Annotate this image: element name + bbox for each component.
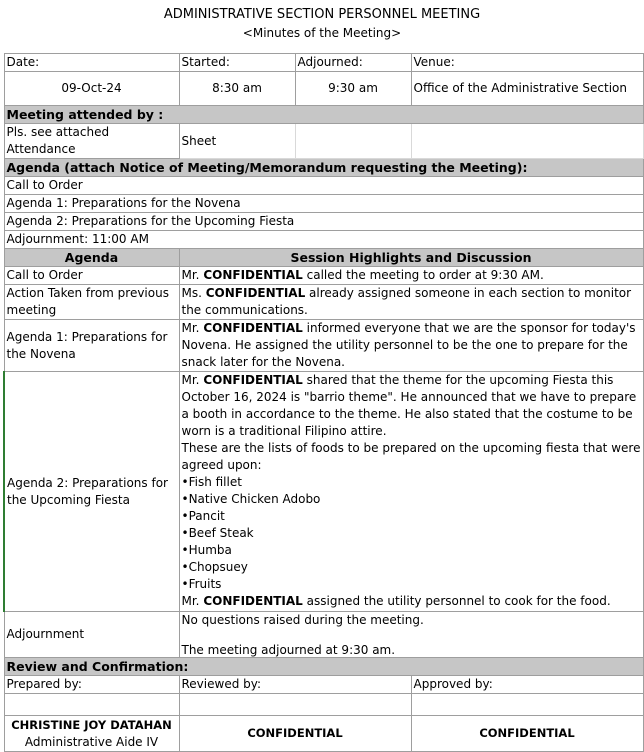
row-agenda: Agenda 2: Preparations for the Upcoming Fiesta bbox=[4, 372, 179, 612]
discussion-row bbox=[4, 267, 643, 285]
redacted-name: CONFIDENTIAL bbox=[203, 321, 303, 335]
agenda-list-item: Call to Order bbox=[4, 177, 643, 195]
attended-text: Pls. see attached Attendance bbox=[4, 124, 179, 159]
started-value: 8:30 am bbox=[179, 72, 295, 106]
adjourned-label: Adjourned: bbox=[295, 54, 411, 72]
prepared-position: Administrative Aide IV bbox=[24, 734, 159, 749]
redacted-name: CONFIDENTIAL bbox=[203, 594, 303, 608]
review-heading: Review and Confirmation: bbox=[4, 658, 643, 676]
meta-label-row bbox=[4, 54, 643, 72]
redacted-name: CONFIDENTIAL bbox=[205, 286, 306, 300]
row-highlights: Mr. CONFIDENTIAL informed everyone that we are the sponsor for today's Novena. He assigned the utility personnel to be the one to prepare for the snack later for the Novena. bbox=[179, 320, 643, 372]
attended-text-cont: Sheet bbox=[179, 124, 295, 159]
venue-value: Office of the Administrative Section bbox=[411, 72, 643, 106]
minutes-table bbox=[3, 53, 644, 752]
attended-heading: Meeting attended by : bbox=[4, 106, 643, 124]
row-highlights: No questions raised during the meeting. The meeting adjourned at 9:30 am. bbox=[179, 612, 643, 658]
agenda-list-item: Agenda 2: Preparations for the Upcoming Fiesta bbox=[4, 213, 643, 231]
row-highlights: Ms. CONFIDENTIAL already assigned someone in each section to monitor the communications. bbox=[179, 285, 643, 320]
document-subtitle: <Minutes of the Meeting> bbox=[242, 26, 402, 40]
agenda-list-item: Adjournment: 11:00 AM bbox=[4, 231, 643, 249]
food-item: •Chopsuey bbox=[181, 560, 248, 574]
started-label: Started: bbox=[179, 54, 295, 72]
prepared-by bbox=[4, 716, 179, 752]
food-item: •Fruits bbox=[181, 577, 222, 591]
empty-cell bbox=[411, 124, 643, 159]
document-title: ADMINISTRATIVE SECTION PERSONNEL MEETING bbox=[163, 7, 481, 22]
prepared-name: CHRISTINE JOY DATAHAN bbox=[11, 717, 172, 732]
signature-space bbox=[179, 694, 411, 716]
agenda-column-header: Agenda bbox=[4, 249, 179, 267]
approved-label: Approved by: bbox=[411, 676, 643, 694]
row-highlights: Mr. CONFIDENTIAL called the meeting to order at 9:30 AM. bbox=[179, 267, 643, 285]
highlights-column-header: Session Highlights and Discussion bbox=[179, 249, 643, 267]
row-agenda: Adjournment bbox=[4, 612, 179, 658]
prepared-label: Prepared by: bbox=[4, 676, 179, 694]
food-item: •Pancit bbox=[181, 509, 225, 523]
agenda-list-item: Agenda 1: Preparations for the Novena bbox=[4, 195, 643, 213]
date-value: 09-Oct-24 bbox=[4, 72, 179, 106]
adjourned-value: 9:30 am bbox=[295, 72, 411, 106]
food-item: •Humba bbox=[181, 543, 232, 557]
discussion-row bbox=[4, 285, 643, 320]
reviewed-label: Reviewed by: bbox=[179, 676, 411, 694]
date-label: Date: bbox=[4, 54, 179, 72]
venue-label: Venue: bbox=[411, 54, 643, 72]
discussion-row bbox=[4, 612, 643, 658]
discussion-row bbox=[4, 372, 643, 612]
food-item: •Fish fillet bbox=[181, 475, 242, 489]
food-item: •Native Chicken Adobo bbox=[181, 492, 321, 506]
agenda-list-heading: Agenda (attach Notice of Meeting/Memorandum requesting the Meeting): bbox=[4, 159, 643, 177]
row-agenda: Call to Order bbox=[4, 267, 179, 285]
meta-value-row bbox=[4, 72, 643, 106]
empty-cell bbox=[295, 124, 411, 159]
redacted-name: CONFIDENTIAL bbox=[203, 373, 303, 387]
row-agenda: Agenda 1: Preparations for the Novena bbox=[4, 320, 179, 372]
row-agenda: Action Taken from previous meeting bbox=[4, 285, 179, 320]
foods-intro: These are the lists of foods to be prepared on the upcoming fiesta that were agreed upon: bbox=[181, 441, 641, 472]
food-item: •Beef Steak bbox=[181, 526, 254, 540]
signature-space bbox=[411, 694, 643, 716]
reviewed-name: CONFIDENTIAL bbox=[179, 716, 411, 752]
discussion-row bbox=[4, 320, 643, 372]
row-highlights: Mr. CONFIDENTIAL shared that the theme for the upcoming Fiesta this October 16, 2024 is "barrio theme". He announced that we have to prepare a booth in accordance to the theme. He also stated that the costume to be worn is a traditional Filipino attire. These are the lists of foods to be prepared on the upcoming fiesta that were agreed upon: •Fish fillet •Native Chicken Adobo •Pancit •Beef Steak •Humba •Chopsuey •Fruits Mr. CONFIDENTIAL assigned the utility personnel to cook for the food. bbox=[179, 372, 643, 612]
approved-name: CONFIDENTIAL bbox=[411, 716, 643, 752]
redacted-name: CONFIDENTIAL bbox=[203, 268, 303, 282]
signature-space bbox=[4, 694, 179, 716]
discussion-header-row bbox=[4, 249, 643, 267]
